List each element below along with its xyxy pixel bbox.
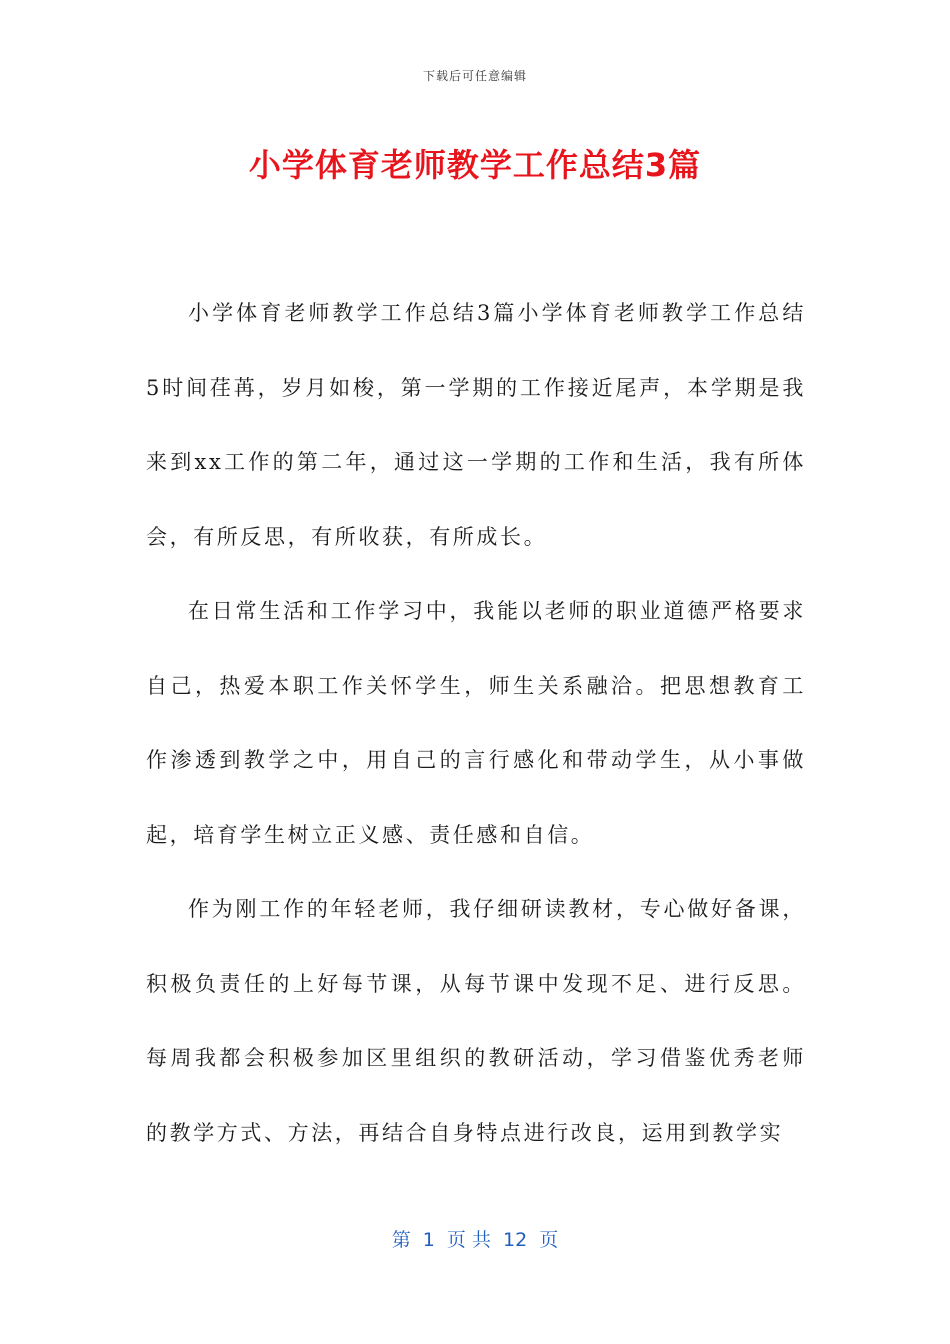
page-number-footer: 第 1 页 共 12 页 (391, 1229, 559, 1251)
paragraph: 在日常生活和工作学习中，我能以老师的职业道德严格要求自己，热爱本职工作关怀学生，师生关系融洽。把思想教育工作渗透到教学之中，用自己的言行感化和带动学生，从小事做起，培育学生树立正义感、责任感和自信。 (146, 599, 806, 847)
paragraph: 小学体育老师教学工作总结3篇小学体育老师教学工作总结5时间荏苒，岁月如梭，第一学期的工作接近尾声，本学期是我来到xx工作的第二年，通过这一学期的工作和生活，我有所体会，有所反思，有所收获，有所成长。 (146, 301, 806, 549)
document-body (146, 276, 806, 1170)
document-title: 小学体育老师教学工作总结3篇 (248, 146, 702, 184)
paragraph: 作为刚工作的年轻老师，我仔细研读教材，专心做好备课，积极负责任的上好每节课，从每节课中发现不足、进行反思。每周我都会积极参加区里组织的教研活动，学习借鉴优秀老师的教学方式、方法，再结合自身特点进行改良，运用到教学实 (146, 897, 806, 1145)
header-note: 下载后可任意编辑 (422, 69, 527, 83)
